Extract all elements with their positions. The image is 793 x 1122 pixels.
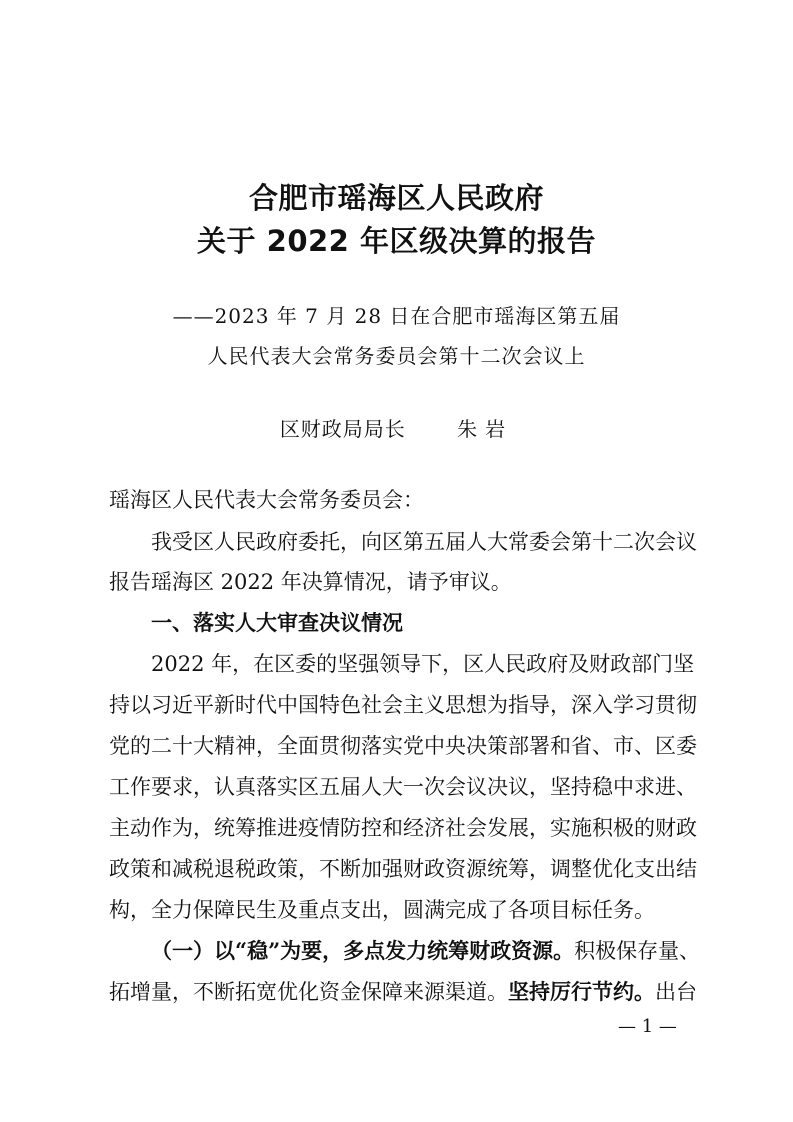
paragraph-line: 主动作为，统筹推进疫情防控和经济社会发展，实施积极的财政 <box>109 816 697 840</box>
subsection-text: 积极保存量、 <box>574 939 701 963</box>
paragraph-line: 工作要求，认真落实区五届人大一次会议决议，坚持稳中求进、 <box>109 775 697 799</box>
subsection-heading: （一）以“稳”为要，多点发力统筹财政资源。 <box>151 938 575 963</box>
subsection-text: 拓增量，不断拓宽优化资金保障来源渠道。 <box>109 980 508 1004</box>
reporter-line <box>0 413 793 442</box>
paragraph-line: 党的二十大精神，全面贯彻落实党中央决策部署和省、市、区委 <box>109 734 697 758</box>
subtitle-line1: ——2023 年 7 月 28 日在合肥市瑶海区第五届 <box>172 304 621 328</box>
subsection-line2 <box>109 976 697 1006</box>
reporter-name: 朱岩 <box>457 417 514 441</box>
paragraph-line: 2022 年，在区委的坚强领导下，区人民政府及财政部门坚 <box>151 652 695 676</box>
subsection-line1 <box>109 935 701 965</box>
subsection-emphasis: 坚持厉行节约。 <box>508 979 655 1004</box>
paragraph-line: 持以习近平新时代中国特色社会主义思想为指导，深入学习贯彻 <box>109 693 697 717</box>
subsection-text: 出台 <box>655 980 697 1004</box>
salutation: 瑶海区人民代表大会常务委员会： <box>109 488 424 512</box>
intro-line1: 我受区人民政府委托，向区第五届人大常委会第十二次会议 <box>151 530 697 554</box>
reporter-title: 区财政局局长 <box>279 417 406 441</box>
paragraph-line: 构，全力保障民生及重点支出，圆满完成了各项目标任务。 <box>109 898 655 922</box>
intro-line2: 报告瑶海区 2022 年决算情况，请予审议。 <box>109 570 512 594</box>
report-title-line2: 关于 2022 年区级决算的报告 <box>197 224 596 258</box>
page-number: — 1 — <box>618 1016 677 1037</box>
report-title-line1: 合肥市瑶海区人民政府 <box>248 181 544 215</box>
paragraph-line: 政策和减税退税政策，不断加强财政资源统筹，调整优化支出结 <box>109 857 697 881</box>
subtitle-line2: 人民代表大会常务委员会第十二次会议上 <box>207 344 586 368</box>
section-heading: 一、落实人大审查决议情况 <box>151 611 403 635</box>
